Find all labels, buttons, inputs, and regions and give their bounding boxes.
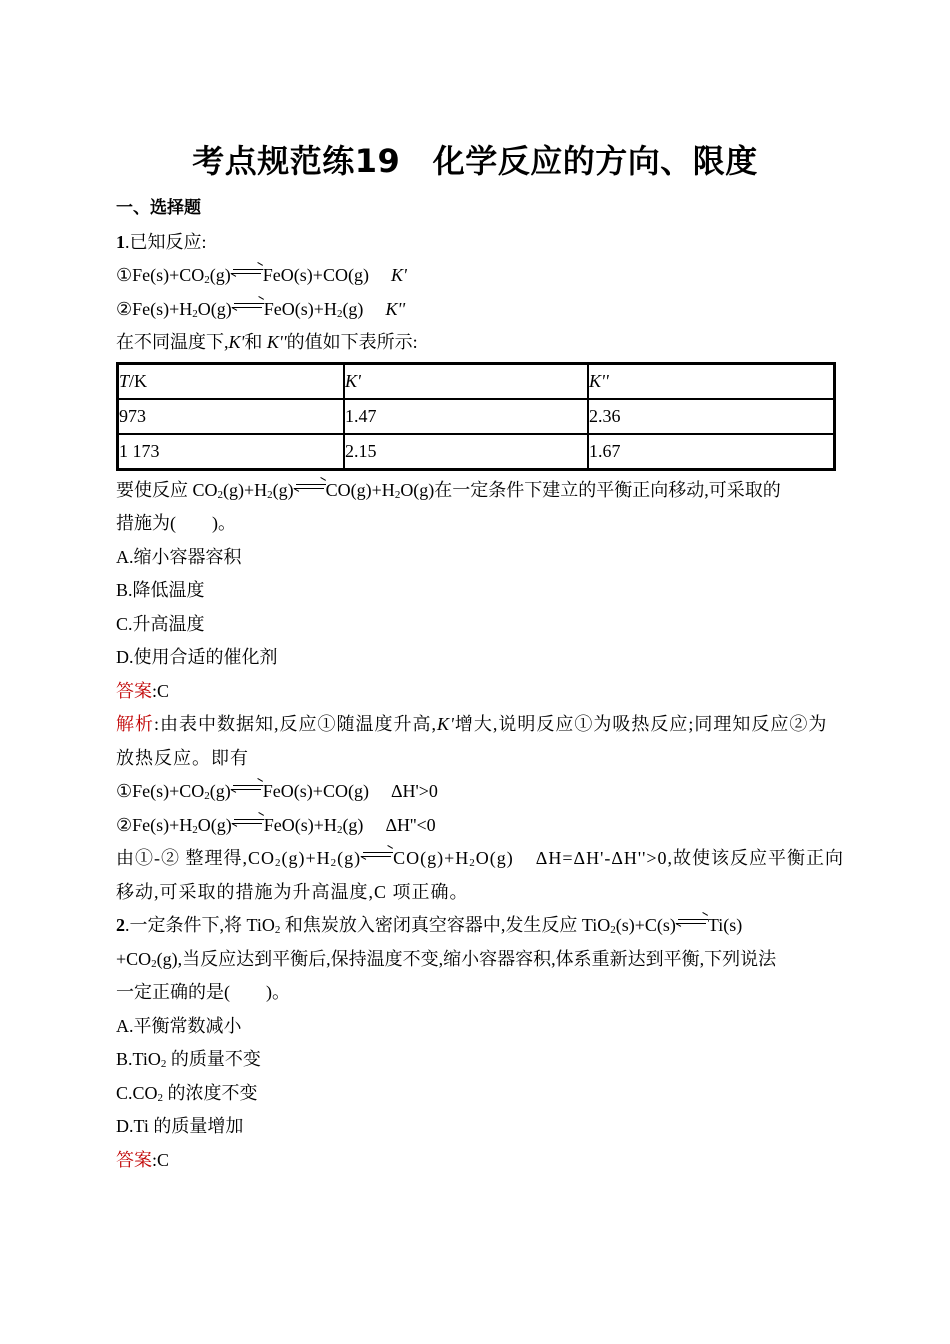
option-d: D.Ti 的质量增加 [116,1116,244,1136]
analysis-derivation-2: 移动,可采取的措施为升高温度,C 项正确。 [116,881,469,902]
table-cell: 2.15 [344,434,588,470]
question-2-stem: 2.一定条件下,将 TiO$_2$ 和焦炭放入密闭真空容器中,发生反应 TiO$_2$(s)+C(s) Ti(s) [116,909,836,943]
equilibrium-arrow-icon [294,482,326,492]
table-cell: 2.36 [588,399,835,434]
question-1-ask: 要使反应 $CO_2(g)+H_2(g)$ $CO(g)+H_2O(g)$在一定条件下建立的平衡正向移动,可采取的 [116,474,836,508]
analysis-reaction-1: $①Fe(s)+CO_2(g)$ FeO(s)+CO(g) ΔH'>0 [116,775,836,809]
table-cell: 1.47 [344,399,588,434]
answer-line: 答案:C [116,1149,170,1170]
option-b: B.降低温度 [116,580,205,600]
table-header-cell: K'' [588,363,835,399]
table-cell: 1 173 [118,434,345,470]
analysis-derivation-1: 由①-② 整理得$,CO_2(g)+H_2(g)$ $CO(g)+H_2O(g)$ ΔH=ΔH'-ΔH''>0,故使该反应平衡正向 [116,842,836,876]
table-row [118,434,835,470]
question-1-ask-cont: 措施为( )。 [116,513,236,533]
equilibrium-arrow-icon [232,301,264,311]
analysis-label: 解析 [116,714,154,734]
analysis-reaction-2: $②Fe(s)+H_2O(g)$ $FeO(s)+H_2(g)$ ΔH''<0 [116,809,836,843]
table-header-cell: T/K [118,363,345,399]
question-number: 2 [116,915,125,935]
option-c: C.升高温度 [116,613,205,634]
equilibrium-constant-table [116,362,836,471]
question-2-stem-cont: $+CO_2(g)$,当反应达到平衡后,保持温度不变,缩小容器容积,体系重新达到平衡,下列说法 [116,948,777,970]
table-header-row [118,363,835,399]
option-d: D.使用合适的催化剂 [116,647,278,667]
table-cell: 973 [118,399,345,434]
equilibrium-arrow-icon [361,850,393,860]
table-cell: 1.67 [588,434,835,470]
answer-line: 答案:C [116,680,170,701]
document-body [116,192,845,1177]
answer-label: 答案 [116,1149,152,1170]
answer-label: 答案 [116,680,152,701]
option-c: $C.CO_2$ 的浓度不变 [116,1082,258,1104]
question-1-stem: 1.已知反应: [116,231,207,252]
option-a: A.缩小容器容积 [116,546,242,567]
section-heading: 一、选择题 [116,198,201,218]
equilibrium-arrow-icon [231,783,263,793]
equilibrium-arrow-icon [231,267,263,277]
reaction-1: $①Fe(s)+CO_2(g)$ FeO(s)+CO(g) K' [116,259,836,293]
analysis-line-2: 放热反应。即有 [116,747,249,768]
question-number: 1 [116,231,125,252]
reaction-2: $②Fe(s)+H_2O(g)$ $FeO(s)+H_2(g)$ K'' [116,293,836,327]
equilibrium-arrow-icon [232,817,264,827]
equilibrium-arrow-icon [676,917,708,927]
question-2-stem-end: 一定正确的是( )。 [116,982,290,1002]
table-header-cell: K' [344,363,588,399]
table-intro: 在不同温度下,K'和 K''的值如下表所示: [116,332,418,352]
page-title: 考点规范练19 化学反应的方向、限度 [192,142,758,180]
option-b: B.TiO$_2$ 的质量不变 [116,1049,261,1070]
option-a: A.平衡常数减小 [116,1015,242,1036]
table-row [118,399,835,434]
analysis-line-1: 解析:由表中数据知,反应①随温度升高,K'增大,说明反应①为吸热反应;同理知反应②为 [116,714,828,734]
